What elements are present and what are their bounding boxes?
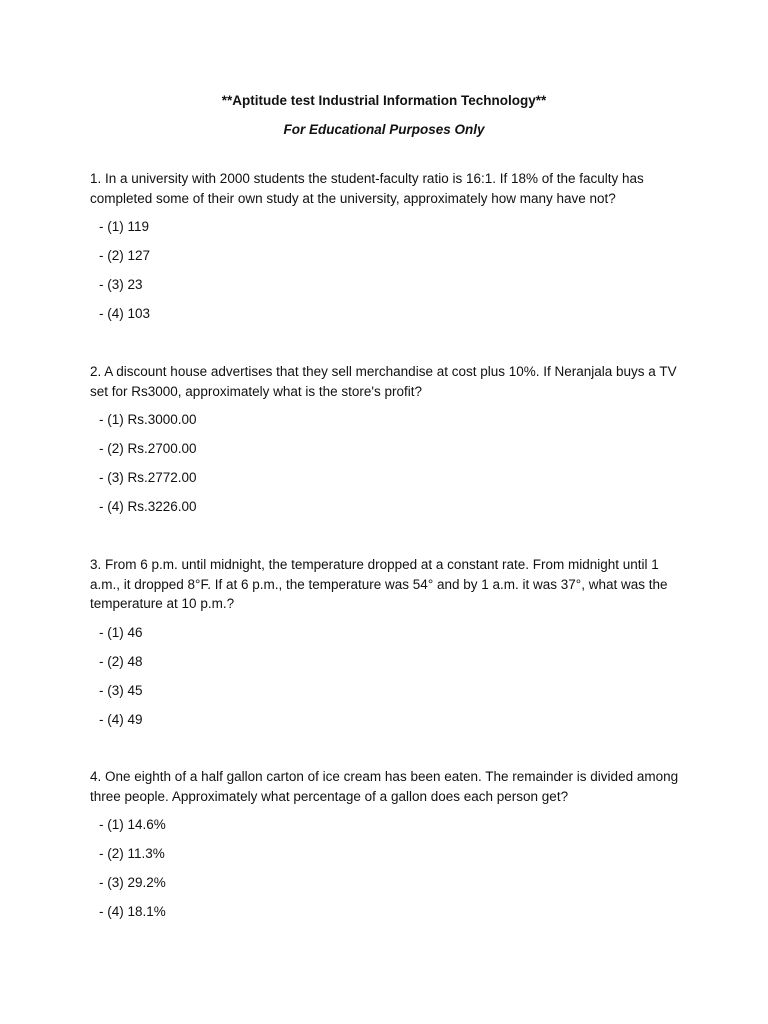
answer-option: - (2) Rs.2700.00 <box>99 441 197 456</box>
answer-option: - (4) 18.1% <box>99 904 166 919</box>
answer-option: - (3) 45 <box>99 682 143 698</box>
answer-option: - (1) 46 <box>99 624 143 640</box>
answer-options <box>90 815 690 931</box>
answer-option: - (1) 14.6% <box>99 817 166 832</box>
question-3 <box>90 555 690 739</box>
question-4 <box>90 767 690 931</box>
answer-option: - (2) 11.3% <box>99 846 165 861</box>
document-subtitle: For Educational Purposes Only <box>283 122 485 137</box>
question-text: 3. From 6 p.m. until midnight, the temperature dropped at a constant rate. From midnight until 1 a.m., it dropped 8°F. If at 6 p.m., the temperature was 54° and by 1 a.m. it was 37°, what was the temperature at 10 p.m.? <box>90 557 668 611</box>
answer-option: - (4) 103 <box>99 306 151 321</box>
answer-option: - (3) 23 <box>99 277 143 292</box>
answer-options <box>90 217 690 333</box>
answer-options <box>90 623 690 739</box>
question-1 <box>90 169 690 333</box>
answer-option: - (2) 48 <box>99 653 143 669</box>
question-text: 1. In a university with 2000 students the student-faculty ratio is 16:1. If 18% of the faculty has completed some of their own study at the university, approximately how many have not? <box>90 171 644 206</box>
answer-option: - (3) Rs.2772.00 <box>99 470 197 485</box>
question-text: 4. One eighth of a half gallon carton of ice cream has been eaten. The remainder is divided among three people. Approximately what percentage of a gallon does each person get? <box>90 769 679 804</box>
answer-option: - (4) 49 <box>99 711 143 727</box>
answer-options <box>90 410 690 526</box>
answer-option: - (2) 127 <box>99 248 151 263</box>
question-2 <box>90 362 690 526</box>
answer-option: - (1) Rs.3000.00 <box>99 412 197 427</box>
answer-option: - (4) Rs.3226.00 <box>99 499 197 514</box>
answer-option: - (3) 29.2% <box>99 875 166 890</box>
document-title: **Aptitude test Industrial Information Technology** <box>221 93 547 108</box>
answer-option: - (1) 119 <box>99 219 150 234</box>
question-text: 2. A discount house advertises that they sell merchandise at cost plus 10%. If Neranjala buys a TV set for Rs3000, approximately what is the store's profit? <box>90 364 677 399</box>
